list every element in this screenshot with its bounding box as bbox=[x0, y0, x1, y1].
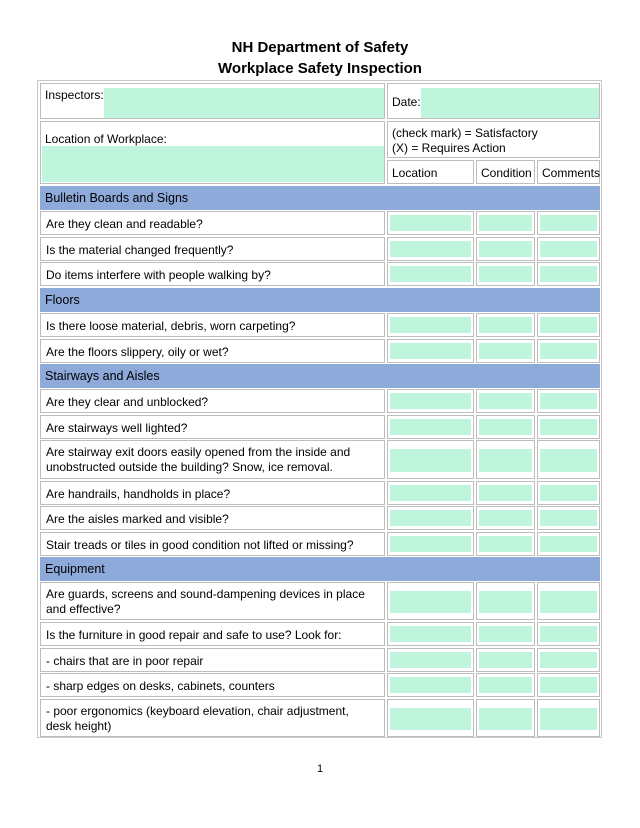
location-input[interactable] bbox=[390, 510, 471, 526]
location-input[interactable] bbox=[390, 215, 471, 231]
legend-satisfactory: (check mark) = Satisfactory bbox=[392, 126, 538, 140]
comments-input[interactable] bbox=[540, 317, 597, 333]
legend-requires-action: (X) = Requires Action bbox=[392, 141, 506, 155]
comments-check-cell bbox=[537, 582, 600, 620]
location-input[interactable] bbox=[390, 677, 471, 693]
column-header-condition: Condition bbox=[476, 160, 535, 184]
comments-check-cell bbox=[537, 211, 600, 235]
comments-check-cell bbox=[537, 648, 600, 672]
condition-check-cell bbox=[476, 211, 535, 235]
comments-input[interactable] bbox=[540, 393, 597, 409]
document-subtitle: Workplace Safety Inspection bbox=[218, 60, 422, 77]
comments-input[interactable] bbox=[540, 241, 597, 257]
condition-input[interactable] bbox=[479, 343, 532, 359]
question-cell bbox=[40, 389, 385, 413]
comments-check-cell bbox=[537, 506, 600, 530]
location-input[interactable] bbox=[390, 536, 471, 552]
condition-input[interactable] bbox=[479, 485, 532, 501]
column-header-location: Location bbox=[387, 160, 474, 184]
location-input[interactable] bbox=[390, 652, 471, 668]
location-input[interactable] bbox=[390, 266, 471, 282]
section-header: Equipment bbox=[40, 557, 600, 581]
date-input[interactable] bbox=[421, 88, 599, 118]
location-check-cell bbox=[387, 237, 474, 261]
location-input[interactable] bbox=[390, 241, 471, 257]
question-text: Are they clear and unblocked? bbox=[46, 395, 209, 409]
question-text: Are guards, screens and sound-dampening devices in place and effective? bbox=[46, 587, 365, 616]
location-check-cell bbox=[387, 262, 474, 286]
comments-check-cell bbox=[537, 532, 600, 556]
condition-check-cell bbox=[476, 339, 535, 363]
question-cell bbox=[40, 415, 385, 439]
condition-check-cell bbox=[476, 440, 535, 479]
comments-input[interactable] bbox=[540, 591, 597, 613]
location-input[interactable] bbox=[390, 317, 471, 333]
location-check-cell bbox=[387, 532, 474, 556]
date-label: Date: bbox=[392, 95, 421, 109]
question-cell bbox=[40, 648, 385, 672]
comments-check-cell bbox=[537, 622, 600, 646]
location-check-cell bbox=[387, 648, 474, 672]
question-cell bbox=[40, 506, 385, 530]
question-cell bbox=[40, 313, 385, 337]
location-check-cell bbox=[387, 211, 474, 235]
location-input[interactable] bbox=[390, 591, 471, 613]
section-header: Bulletin Boards and Signs bbox=[40, 186, 600, 210]
question-text: Do items interfere with people walking by? bbox=[46, 268, 271, 282]
condition-check-cell bbox=[476, 237, 535, 261]
condition-input[interactable] bbox=[479, 449, 532, 472]
document-title: NH Department of Safety bbox=[231, 39, 409, 56]
comments-input[interactable] bbox=[540, 510, 597, 526]
location-check-cell bbox=[387, 440, 474, 479]
condition-input[interactable] bbox=[479, 652, 532, 668]
condition-check-cell bbox=[476, 481, 535, 505]
location-input[interactable] bbox=[390, 626, 471, 642]
question-cell bbox=[40, 211, 385, 235]
question-text: Are stairway exit doors easily opened from the inside and unobstructed outside the building? Snow, ice removal. bbox=[46, 445, 351, 474]
question-text: Is the furniture in good repair and safe to use? Look for: bbox=[46, 628, 342, 642]
question-text: Are stairways well lighted? bbox=[46, 421, 188, 435]
location-input[interactable] bbox=[390, 449, 471, 472]
comments-check-cell bbox=[537, 237, 600, 261]
comments-input[interactable] bbox=[540, 215, 597, 231]
comments-input[interactable] bbox=[540, 677, 597, 693]
condition-check-cell bbox=[476, 506, 535, 530]
condition-check-cell bbox=[476, 532, 535, 556]
location-workplace-input[interactable] bbox=[42, 146, 384, 182]
question-cell bbox=[40, 262, 385, 286]
question-text: Stair treads or tiles in good condition not lifted or missing? bbox=[46, 538, 354, 552]
comments-check-cell bbox=[537, 673, 600, 697]
condition-input[interactable] bbox=[479, 536, 532, 552]
question-text: Are the aisles marked and visible? bbox=[46, 512, 229, 526]
comments-input[interactable] bbox=[540, 536, 597, 552]
condition-check-cell bbox=[476, 415, 535, 439]
comments-check-cell bbox=[537, 415, 600, 439]
condition-input[interactable] bbox=[479, 591, 532, 613]
legend-cell bbox=[387, 121, 600, 158]
question-cell bbox=[40, 237, 385, 261]
section-header: Floors bbox=[40, 288, 600, 312]
question-text: - poor ergonomics (keyboard elevation, chair adjustment, desk height) bbox=[46, 704, 349, 733]
comments-check-cell bbox=[537, 262, 600, 286]
comments-input[interactable] bbox=[540, 449, 597, 472]
question-cell bbox=[40, 699, 385, 737]
location-input[interactable] bbox=[390, 708, 471, 730]
condition-check-cell bbox=[476, 673, 535, 697]
question-cell bbox=[40, 440, 385, 479]
section-header: Stairways and Aisles bbox=[40, 364, 600, 388]
location-check-cell bbox=[387, 415, 474, 439]
comments-input[interactable] bbox=[540, 485, 597, 501]
location-workplace-label: Location of Workplace: bbox=[45, 132, 167, 146]
question-text: - chairs that are in poor repair bbox=[46, 654, 204, 668]
condition-check-cell bbox=[476, 389, 535, 413]
question-text: Is the material changed frequently? bbox=[46, 243, 234, 257]
condition-check-cell bbox=[476, 262, 535, 286]
question-cell bbox=[40, 481, 385, 505]
comments-check-cell bbox=[537, 440, 600, 479]
comments-input[interactable] bbox=[540, 266, 597, 282]
question-text: Is there loose material, debris, worn carpeting? bbox=[46, 319, 296, 333]
condition-check-cell bbox=[476, 582, 535, 620]
location-check-cell bbox=[387, 699, 474, 737]
location-input[interactable] bbox=[390, 343, 471, 359]
column-header-comments: Comments bbox=[537, 160, 600, 184]
comments-check-cell bbox=[537, 389, 600, 413]
location-check-cell bbox=[387, 389, 474, 413]
location-check-cell bbox=[387, 313, 474, 337]
location-check-cell bbox=[387, 481, 474, 505]
condition-input[interactable] bbox=[479, 266, 532, 282]
question-text: Are handrails, handholds in place? bbox=[46, 487, 231, 501]
question-cell bbox=[40, 532, 385, 556]
condition-input[interactable] bbox=[479, 241, 532, 257]
comments-check-cell bbox=[537, 339, 600, 363]
comments-input[interactable] bbox=[540, 652, 597, 668]
condition-input[interactable] bbox=[479, 317, 532, 333]
condition-input[interactable] bbox=[479, 393, 532, 409]
location-input[interactable] bbox=[390, 485, 471, 501]
condition-input[interactable] bbox=[479, 708, 532, 730]
inspectors-input[interactable] bbox=[104, 88, 384, 118]
location-input[interactable] bbox=[390, 419, 471, 435]
location-check-cell bbox=[387, 506, 474, 530]
comments-input[interactable] bbox=[540, 419, 597, 435]
comments-check-cell bbox=[537, 481, 600, 505]
location-check-cell bbox=[387, 622, 474, 646]
condition-check-cell bbox=[476, 648, 535, 672]
location-input[interactable] bbox=[390, 393, 471, 409]
condition-input[interactable] bbox=[479, 626, 532, 642]
question-cell bbox=[40, 582, 385, 620]
condition-input[interactable] bbox=[479, 419, 532, 435]
question-cell bbox=[40, 339, 385, 363]
question-cell bbox=[40, 622, 385, 646]
comments-check-cell bbox=[537, 699, 600, 737]
condition-check-cell bbox=[476, 313, 535, 337]
location-check-cell bbox=[387, 582, 474, 620]
condition-input[interactable] bbox=[479, 677, 532, 693]
condition-check-cell bbox=[476, 699, 535, 737]
inspectors-label: Inspectors: bbox=[45, 88, 104, 102]
question-text: Are they clean and readable? bbox=[46, 217, 203, 231]
location-check-cell bbox=[387, 673, 474, 697]
condition-input[interactable] bbox=[479, 510, 532, 526]
comments-input[interactable] bbox=[540, 708, 597, 730]
question-text: - sharp edges on desks, cabinets, counters bbox=[46, 679, 275, 693]
comments-check-cell bbox=[537, 313, 600, 337]
question-text: Are the floors slippery, oily or wet? bbox=[46, 345, 229, 359]
question-cell bbox=[40, 673, 385, 697]
location-check-cell bbox=[387, 339, 474, 363]
comments-input[interactable] bbox=[540, 343, 597, 359]
comments-input[interactable] bbox=[540, 626, 597, 642]
page-number: 1 bbox=[316, 763, 324, 775]
condition-input[interactable] bbox=[479, 215, 532, 231]
condition-check-cell bbox=[476, 622, 535, 646]
